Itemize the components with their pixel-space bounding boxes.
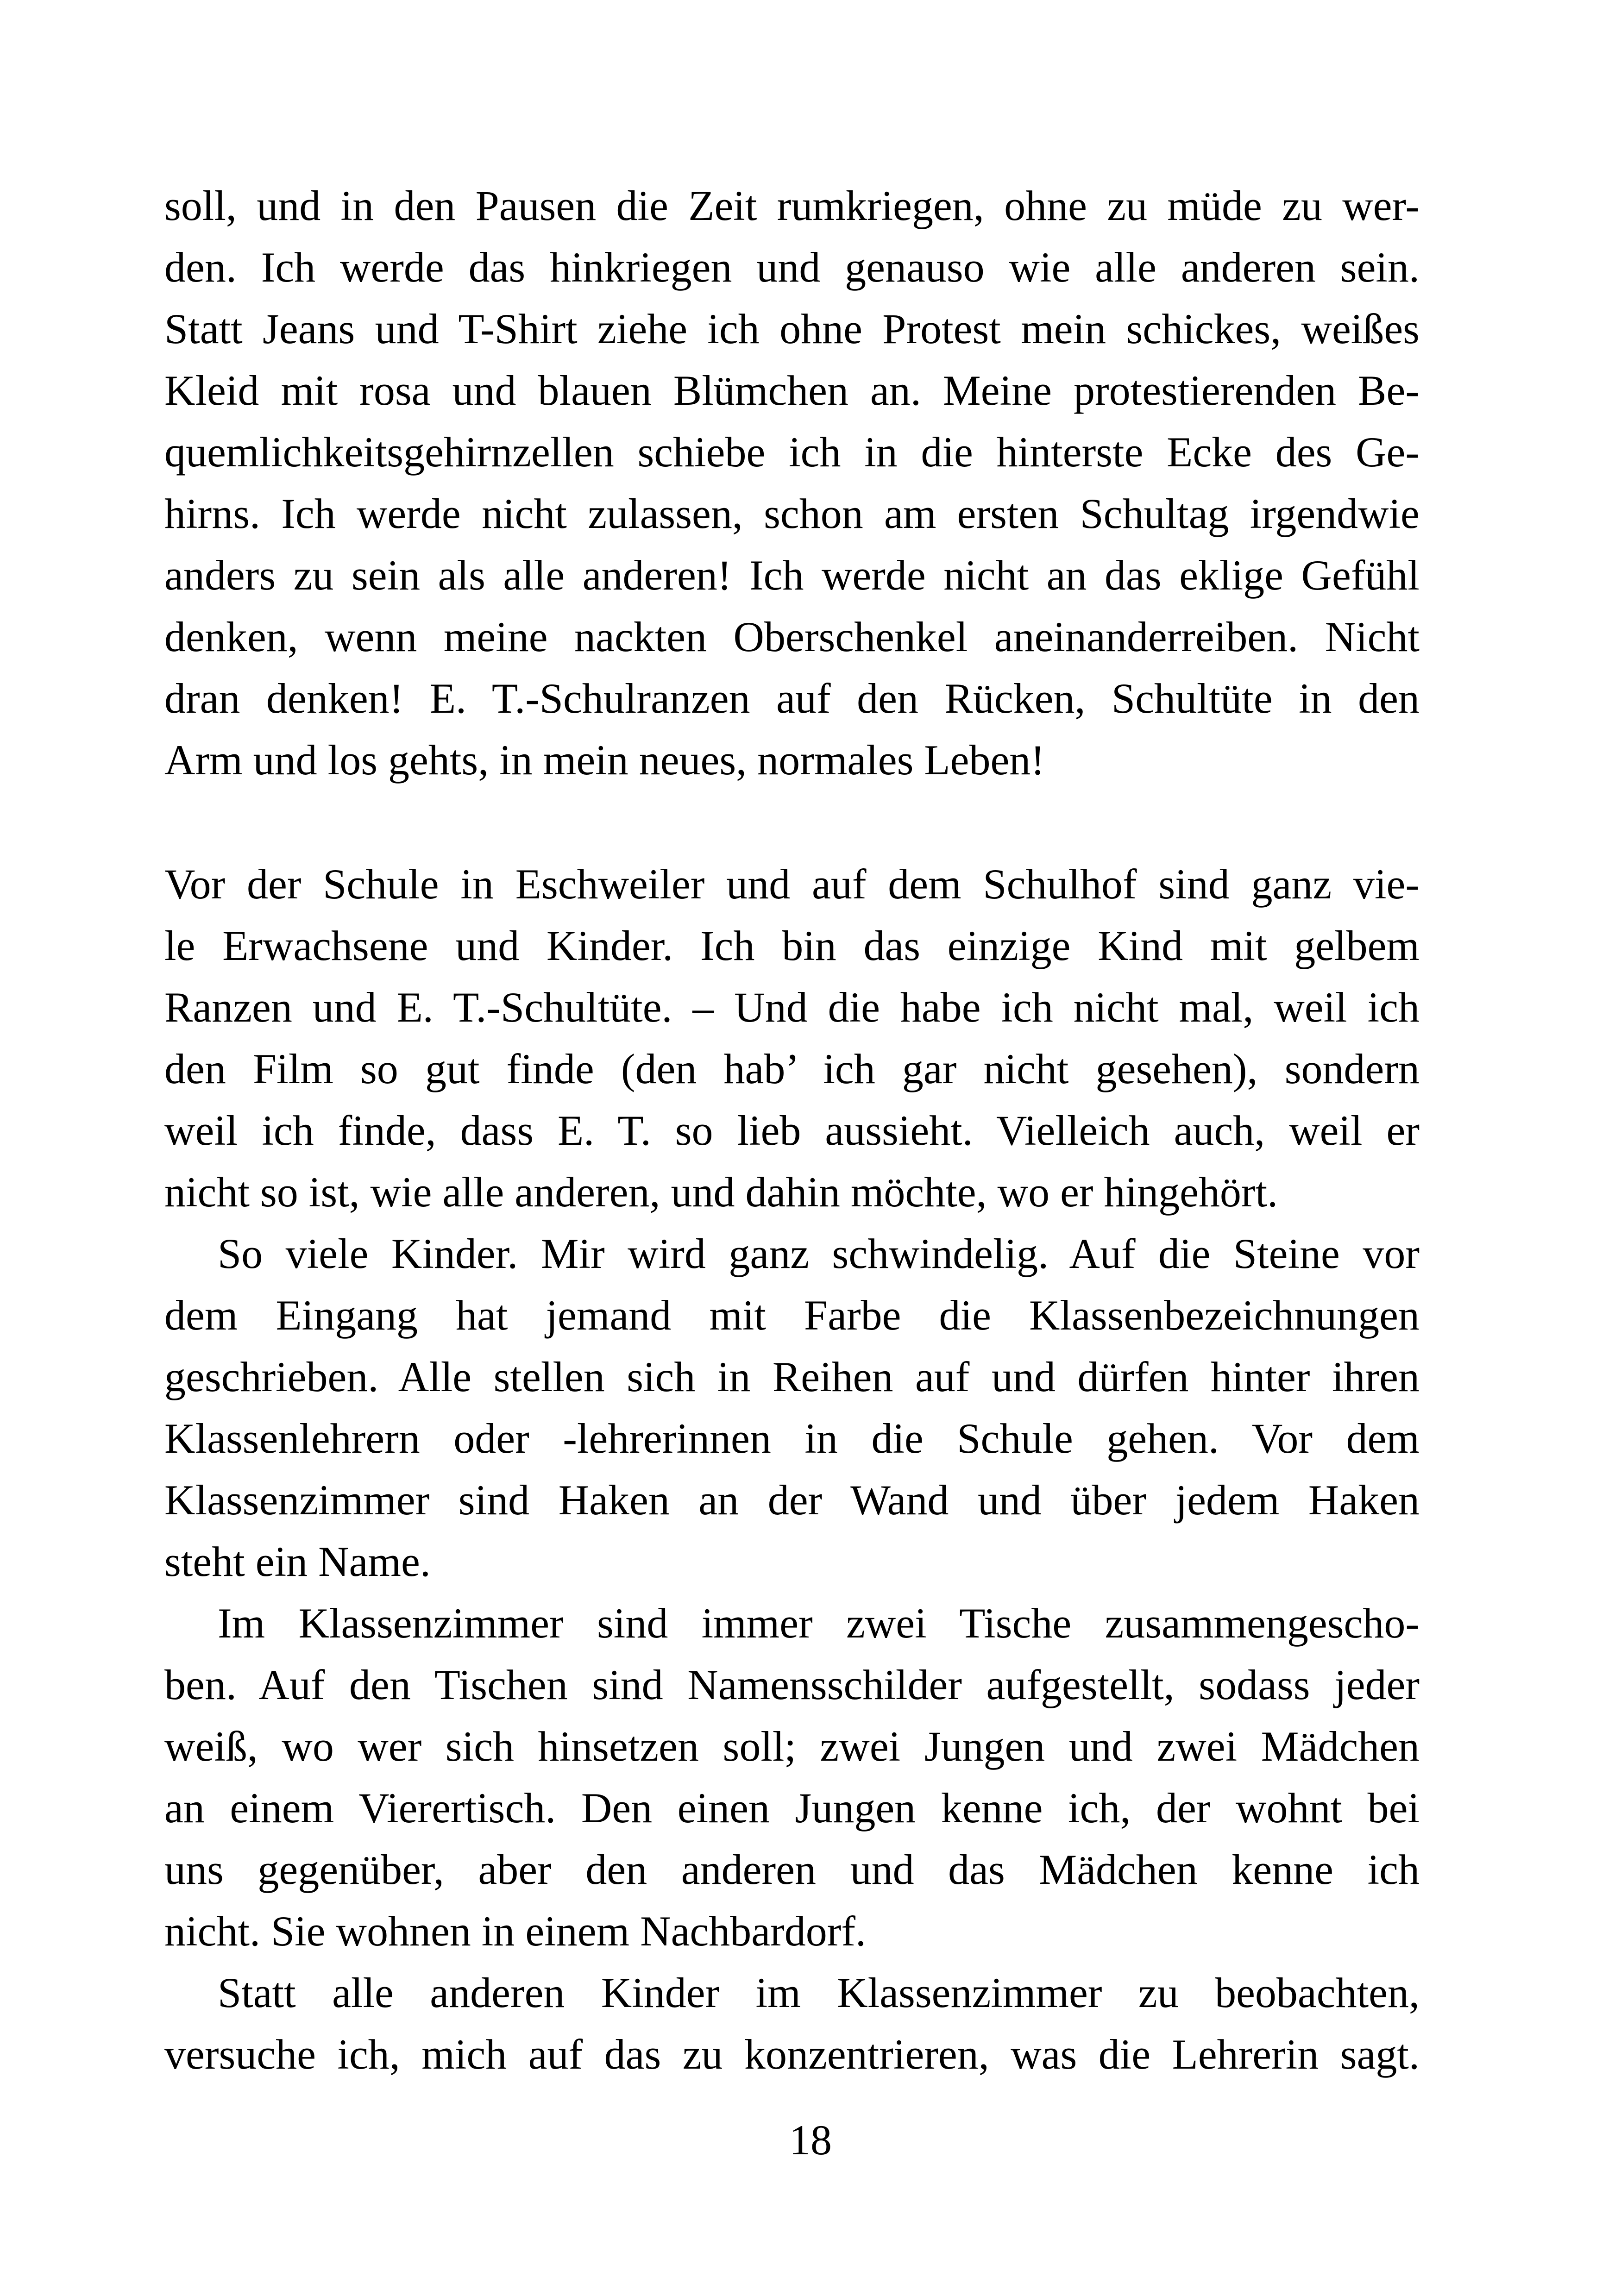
- text-line: Kleid mit rosa und blauen Blümchen an. Meine protestierenden Be-: [164, 367, 1420, 414]
- text-line: nicht so ist, wie alle anderen, und dahin möchte, wo er hingehört.: [164, 1168, 1278, 1216]
- text-line: ben. Auf den Tischen sind Namensschilder aufgestellt, sodass jeder: [164, 1661, 1420, 1708]
- text-line: quemlichkeitsgehirnzellen schiebe ich in die hinterste Ecke des Ge-: [164, 428, 1420, 476]
- paragraph-5: [164, 1962, 1420, 2085]
- paragraph-4: [164, 1593, 1420, 1962]
- text-line: versuche ich, mich auf das zu konzentrieren, was die Lehrerin sagt.: [164, 2031, 1420, 2078]
- text-line: Ranzen und E. T.-Schultüte. – Und die habe ich nicht mal, weil ich: [164, 984, 1420, 1031]
- text-line: denken, wenn meine nackten Oberschenkel aneinanderreiben. Nicht: [164, 613, 1420, 660]
- text-line: Vor der Schule in Eschweiler und auf dem Schulhof sind ganz vie-: [164, 860, 1420, 908]
- text-line: hirns. Ich werde nicht zulassen, schon am ersten Schultag irgendwie: [164, 490, 1420, 537]
- text-line: uns gegenüber, aber den anderen und das Mädchen kenne ich: [164, 1846, 1420, 1893]
- text-line: Arm und los gehts, in mein neues, normales Leben!: [164, 736, 1045, 784]
- text-line: Statt alle anderen Kinder im Klassenzimmer zu beobachten,: [218, 1969, 1420, 2016]
- section-2: [164, 853, 1420, 2085]
- text-line: nicht. Sie wohnen in einem Nachbardorf.: [164, 1907, 866, 1955]
- paragraph-2: [164, 853, 1420, 1223]
- page-number: 18: [789, 2116, 832, 2164]
- text-line: soll, und in den Pausen die Zeit rumkriegen, ohne zu müde zu wer-: [164, 182, 1420, 229]
- text-line: den Film so gut finde (den hab’ ich gar nicht gesehen), sondern: [164, 1045, 1420, 1092]
- text-line: geschrieben. Alle stellen sich in Reihen auf und dürfen hinter ihren: [164, 1353, 1420, 1400]
- text-line: den. Ich werde das hinkriegen und genauso wie alle anderen sein.: [164, 244, 1420, 291]
- text-line: le Erwachsene und Kinder. Ich bin das einzige Kind mit gelbem: [164, 922, 1420, 969]
- text-line: an einem Vierertisch. Den einen Jungen kenne ich, der wohnt bei: [164, 1784, 1420, 1832]
- text-line: steht ein Name.: [164, 1538, 431, 1585]
- text-line: dem Eingang hat jemand mit Farbe die Klassenbezeichnungen: [164, 1292, 1420, 1339]
- text-line: dran denken! E. T.-Schulranzen auf den Rücken, Schultüte in den: [164, 675, 1420, 722]
- text-line: weil ich finde, dass E. T. so lieb aussieht. Vielleich auch, weil er: [164, 1107, 1420, 1154]
- text-line: So viele Kinder. Mir wird ganz schwindelig. Auf die Steine vor: [218, 1230, 1420, 1277]
- paragraph-3: [164, 1223, 1420, 1593]
- text-line: Im Klassenzimmer sind immer zwei Tische zusammengescho-: [218, 1600, 1420, 1647]
- text-line: weiß, wo wer sich hinsetzen soll; zwei Jungen und zwei Mädchen: [164, 1723, 1420, 1770]
- paragraph-1: [164, 175, 1420, 791]
- text-line: Statt Jeans und T-Shirt ziehe ich ohne Protest mein schickes, weißes: [164, 305, 1420, 352]
- text-line: anders zu sein als alle anderen! Ich werde nicht an das eklige Gefühl: [164, 552, 1420, 599]
- text-line: Klassenlehrern oder -lehrerinnen in die Schule gehen. Vor dem: [164, 1415, 1420, 1462]
- text-line: Klassenzimmer sind Haken an der Wand und über jedem Haken: [164, 1476, 1420, 1524]
